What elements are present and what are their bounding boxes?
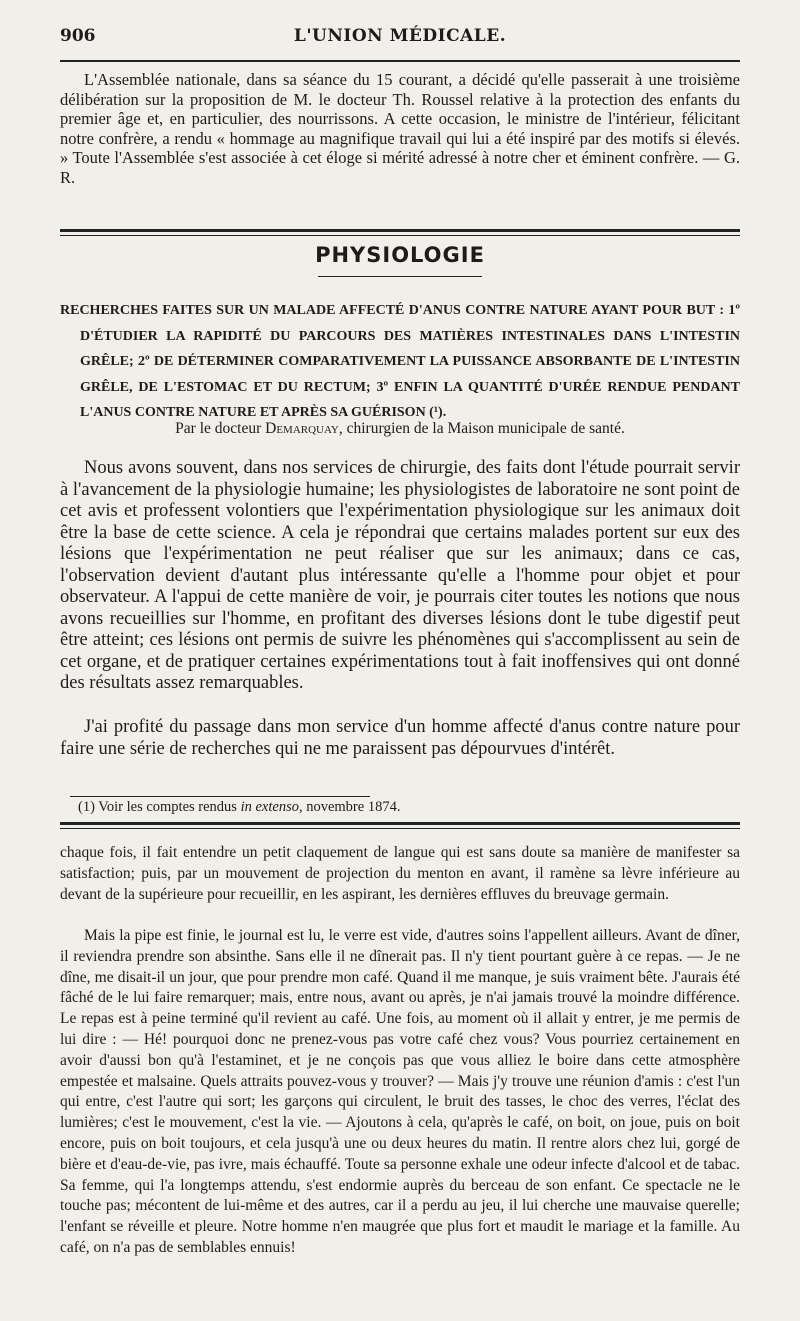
announcement-paragraph: L'Assemblée nationale, dans sa séance du 15 courant, a décidé qu'elle passerait à une troisième délibération sur la proposition de M. le docteur Th. Roussel relative à la protection des enfants du premier âge et, en particulier, des nourrissons. A cette occasion, le ministre de l'intérieur, félicitant notre confrère, a rendu « hommage au magnifique travail qui lui a été inspiré par des motifs si élevés. » Toute l'Assemblée s'est associée à cet éloge si mérité adressé à notre cher et éminent confrère. — G. R. [60, 70, 740, 187]
page-number: 906 [60, 26, 96, 46]
author-name: Demarquay [265, 420, 339, 437]
body-paragraph-1: Nous avons souvent, dans nos services de chirurgie, des faits dont l'étude pourrait servir à l'avancement de la physiologie humaine; les physiologistes de laboratoire ne sont point de cet avis et professent volontiers que l'expérimentation physiologique sur les animaux doit être la base de cette science. A cela je répondrai que certains malades portent sur eux des lésions que l'expérimentation ne peut réaliser que sur les animaux; dans ce cas, l'observation devient d'autant plus intéressante qu'elle a l'homme pour objet et pour observateur. A l'appui de cette manière de voir, je pourrais citer toutes les notions que nous avons recueillies sur l'homme, en profitant des diverses lésions dont le tube digestif peut être atteint; ces lésions ont permis de suivre les phénomènes qui s'accomplissent au sein de cet organe, et de pratiquer certaines expérimentations tout à fait inoffensives qui ont donné des résultats assez remarquables. [60, 458, 740, 693]
byline-suffix: , chirurgien de la Maison municipale de santé. [338, 420, 625, 437]
footnote-suffix: , novembre 1874. [298, 799, 401, 815]
body-paragraph-2: J'ai profité du passage dans mon service d'un homme affecté d'anus contre nature pour faire une série de recherches qui ne me paraissent pas dépourvues d'intérêt. [60, 717, 740, 759]
byline-prefix: Par le docteur [175, 420, 262, 437]
journal-title: L'UNION MÉDICALE. [293, 26, 507, 46]
article-subtitle: RECHERCHES FAITES SUR UN MALADE AFFECTÉ D'ANUS CONTRE NATURE AYANT POUR BUT : 1º D'ÉTUDIER LA RAPIDITÉ DU PARCOURS DES MATIÈRES INTESTINALES DANS L'INTESTIN GRÊLE; 2º DE DÉTERMINER COMPARATIVEMENT LA PUISSANCE ABSORBANTE DE L'INTESTIN GRÊLE, DE L'ESTOMAC ET DU RECTUM; 3º ENFIN LA QUANTITÉ D'URÉE RENDUE PENDANT L'ANUS CONTRE NATURE ET APRÈS SA GUÉRISON (¹). [60, 303, 740, 420]
section-rule-top [60, 229, 740, 232]
footnote-rule [70, 796, 370, 797]
footnote [78, 799, 400, 816]
feuilleton-paragraph-2: Mais la pipe est finie, le journal est lu, le verre est vide, d'autres soins l'appellent ailleurs. Avant de dîner, il reviendra prendre son absinthe. Sans elle il ne dînerait pas. Il n'y tient pourtant guère à ce repas. — Je ne dîne, me disait-il un jour, que pour prendre mon café. Quand il me manque, je suis vraiment bête. J'aurais été fâché de le lui faire remarquer; mais, entre nous, avant ou après, je n'ai jamais trouvé la moindre différence. Le repas est à peine terminé qu'il revient au café. Une fois, au moment où il allait y entrer, je me permis de lui dire : — Hé! pourquoi donc ne prenez-vous pas votre café chez vous? Vous pourriez certainement en avoir d'aussi bon qu'à l'estaminet, et je ne conçois pas que vous alliez le boire dans cette atmosphère empestée et malsaine. Quels attraits pouvez-vous y trouver? — Mais j'y trouve une réunion d'amis : c'est l'un qui entre, c'est l'autre qui sort; les garçons qui circulent, le bruit des tasses, le choc des verres, l'éclat des lumières; c'est le mouvement, c'est la vie. — Ajoutons à cela, qu'après le café, on boit, on joue, puis on boit encore, puis on boit toujours, et cela jusqu'à une ou deux heures du matin. Il rentre alors chez lui, gorgé de bière et d'eau-de-vie, pas ivre, mais échauffé. Toute sa personne exhale une odeur infecte d'alcool et de tabac. Sa femme, qui l'a longtemps attendu, s'est endormie auprès du berceau de son enfant. Ce spectacle ne le touche pas; mécontent de lui-même et des autres, car il a perdu au jeu, il lui cherche une mauvaise querelle; l'enfant se réveille et pleure. Notre homme n'en maugrée que plus fort et maudit le mariage et la famille. Au café, on n'a pas de semblables ennuis! [60, 927, 740, 1256]
section-rule-top-thin [60, 235, 740, 236]
feuilleton-rule-thin [60, 828, 740, 829]
footnote-italic: in extenso [240, 799, 299, 815]
footnote-prefix: (1) Voir les comptes rendus [78, 799, 241, 815]
feuilleton-paragraph-1: chaque fois, il fait entendre un petit claquement de langue qui est sans doute sa manière de manifester sa satisfaction; puis, par un mouvement de projection du menton en avant, il ramène sa lèvre inférieure au devant de la supérieure pour recueillir, en les aspirant, les dernières effluves du breuvage germain. [60, 844, 740, 903]
section-title-underline [318, 276, 482, 277]
page-header [60, 26, 740, 50]
header-rule [60, 60, 740, 62]
feuilleton-rule-thick [60, 822, 740, 825]
article-byline [60, 420, 740, 438]
section-title: PHYSIOLOGIE [315, 243, 485, 267]
